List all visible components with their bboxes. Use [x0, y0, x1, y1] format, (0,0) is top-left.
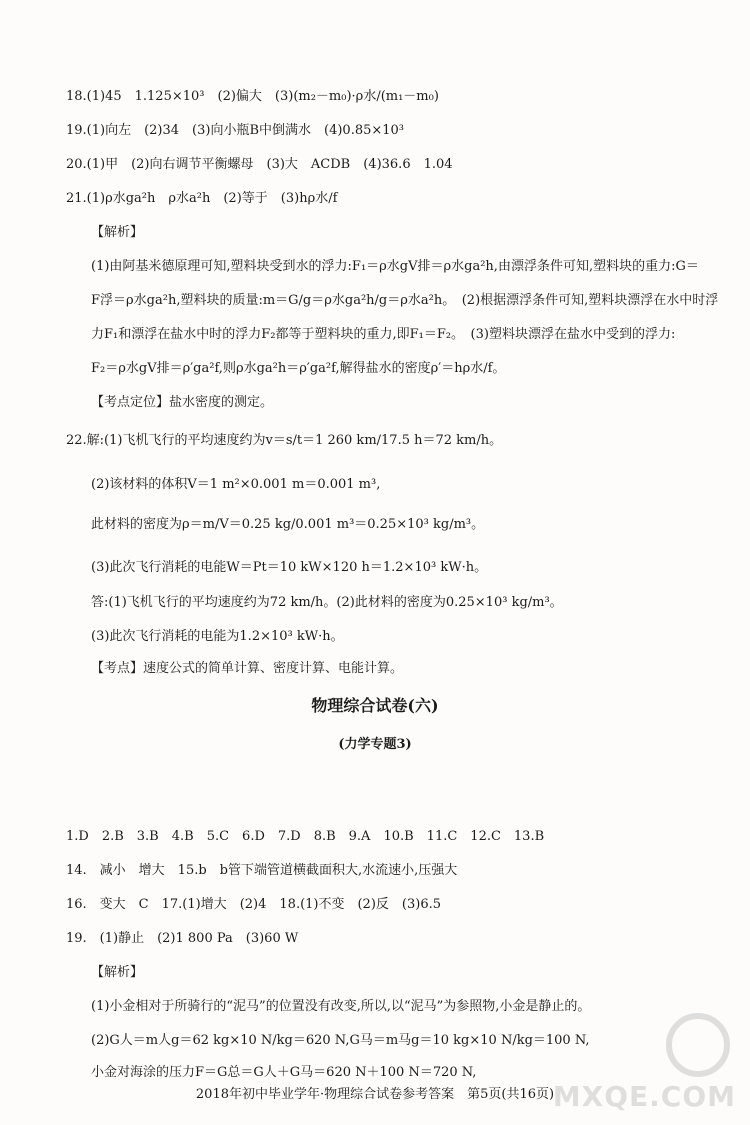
analysis-text: (2)G人＝m人g＝62 kg×10 N/kg＝620 N,G马＝m马g＝10 kg×10 N/kg＝100 N, [91, 1033, 590, 1048]
section-title: 物理综合试卷(六) [311, 696, 439, 715]
answer-16-18: 16. 变大 C 17.(1)增大 (2)4 18.(1)不变 (2)反 (3)6.5 [66, 897, 441, 912]
answer-22: 22.解:(1)飞机飞行的平均速度约为v＝s/t＝1 260 km/17.5 h＝72 km/h。 [66, 433, 503, 448]
answer-19: 19. (1)静止 (2)1 800 Pa (3)60 W [66, 931, 299, 946]
answer-19: 19.(1)向左 (2)34 (3)向小瓶B中倒满水 (4)0.85×10³ [66, 123, 405, 138]
analysis-text: (1)小金相对于所骑行的“泥马”的位置没有改变,所以,以“泥马”为参照物,小金是静止的。 [91, 999, 591, 1014]
analysis-text: F浮＝ρ水ga²h,塑料块的质量:m＝G/g＝ρ水ga²h/g＝ρ水a²h。 (2)根据漂浮条件可知,塑料块漂浮在水中时浮 [91, 293, 719, 308]
solution-line: (3)此次飞行消耗的电能W＝Pt＝10 kW×120 h＝1.2×10³ kW·h。 [91, 560, 488, 575]
key-point: 【考点定位】盐水密度的测定。 [91, 395, 274, 410]
analysis-text: 力F₁和漂浮在盐水中时的浮力F₂都等于塑料块的重力,即F₁＝F₂。 (3)塑料块漂浮在盐水中受到的浮力: [91, 327, 676, 342]
solution-line: (2)该材料的体积V＝1 m²×0.001 m＝0.001 m³, [91, 477, 381, 492]
answer-20: 20.(1)甲 (2)向右调节平衡螺母 (3)大 ACDB (4)36.6 1.04 [66, 157, 453, 172]
analysis-heading: 【解析】 [91, 225, 144, 240]
page-footer: 2018年初中毕业学年·物理综合试卷参考答案 第5页(共16页) [195, 1087, 555, 1102]
conclusion-line: (3)此次飞行消耗的电能为1.2×10³ kW·h。 [91, 629, 344, 644]
analysis-text: F₂＝ρ水gV排＝ρ′ga²f,则ρ水ga²h＝ρ′ga²f,解得盐水的密度ρ′＝hρ水/f。 [91, 361, 506, 376]
solution-line: 此材料的密度为ρ＝m/V＝0.25 kg/0.001 m³＝0.25×10³ kg/m³。 [91, 517, 485, 532]
conclusion-line: 答:(1)飞机飞行的平均速度约为72 km/h。(2)此材料的密度为0.25×10³ kg/m³。 [91, 595, 563, 610]
analysis-text: 小金对海涂的压力F＝G总＝G人＋G马＝620 N＋100 N＝720 N, [91, 1065, 477, 1080]
answer-14-15: 14. 减小 增大 15.b b管下端管道横截面积大,水流速小,压强大 [66, 863, 458, 878]
analysis-text: (1)由阿基米德原理可知,塑料块受到水的浮力:F₁＝ρ水gV排＝ρ水ga²h,由漂浮条件可知,塑料块的重力:G＝ [91, 259, 699, 274]
answer-21: 21.(1)ρ水ga²h ρ水a²h (2)等于 (3)hρ水/f [66, 191, 338, 206]
section-subtitle: (力学专题3) [338, 737, 412, 752]
key-point: 【考点】速度公式的简单计算、密度计算、电能计算。 [91, 661, 404, 676]
watermark-logo [552, 1009, 740, 1119]
analysis-heading: 【解析】 [91, 965, 144, 980]
answer-18: 18.(1)45 1.125×10³ (2)偏大 (3)(m₂－m₀)·ρ水/(m₁－m₀) [66, 89, 439, 104]
choice-answers: 1.D 2.B 3.B 4.B 5.C 6.D 7.D 8.B 9.A 10.B 11.C 12.C 13.B [66, 829, 545, 844]
watermark-stamp-icon [666, 1013, 730, 1077]
watermark-text: MXQE.COM [552, 1080, 736, 1113]
